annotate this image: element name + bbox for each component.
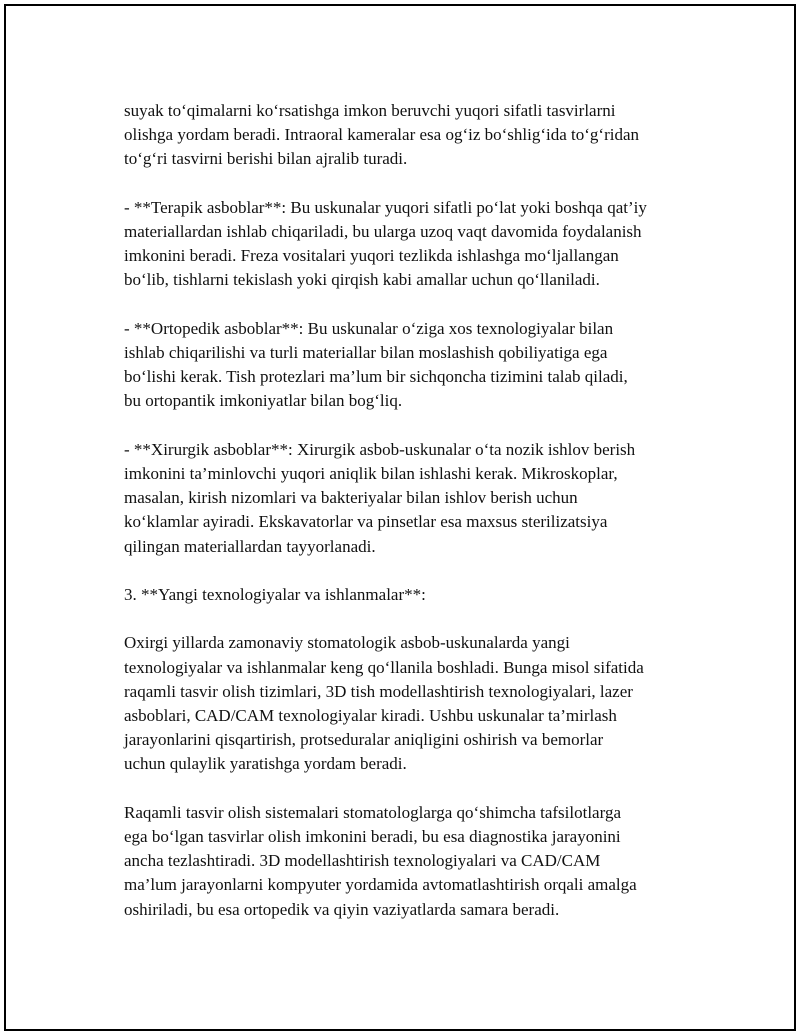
- paragraph-digital-imaging: [124, 801, 724, 922]
- text-line: to‘g‘ri tasvirni berishi bilan ajralib turadi.: [124, 149, 408, 169]
- text-line: - **Terapik asboblar**: Bu uskunalar yuqori sifatli po‘lat yoki boshqa qat’iy: [124, 197, 647, 217]
- text-line: materiallardan ishlab chiqariladi, bu ularga uzoq vaqt davomida foydalanish: [124, 222, 642, 241]
- text-line: oshiriladi, bu esa ortopedik va qiyin vaziyatlarda samara beradi.: [124, 899, 560, 919]
- text-line: ko‘klamlar ayiradi. Ekskavatorlar va pinsetlar esa maxsus sterilizatsiya: [124, 512, 608, 532]
- paragraph-surgical-instruments: [124, 438, 724, 559]
- text-line: ega bo‘lgan tasvirlar olish imkonini beradi, bu esa diagnostika jarayonini: [124, 827, 621, 846]
- text-line: jarayonlarini qisqartirish, protseduralar aniqligini oshirish va bemorlar: [124, 730, 604, 750]
- text-line: ancha tezlashtiradi. 3D modellashtirish texnologiyalari va CAD/CAM: [124, 851, 601, 871]
- text-line: bo‘lib, tishlarni tekislash yoki qirqish kabi amallar uchun qo‘llaniladi.: [124, 270, 600, 290]
- text-line: texnologiyalar va ishlanmalar keng qo‘llanila boshladi. Bunga misol sifatida: [124, 657, 644, 677]
- text-line: - **Ortopedik asboblar**: Bu uskunalar o‘ziga xos texnologiyalar bilan: [124, 318, 614, 338]
- text-line: Oxirgi yillarda zamonaviy stomatologik asbob-uskunalarda yangi: [124, 633, 570, 653]
- text-line: bo‘lishi kerak. Tish protezlari ma’lum bir sichqoncha tizimini talab qiladi,: [124, 367, 628, 387]
- text-line: 3. **Yangi texnologiyalar va ishlanmalar**:: [124, 585, 426, 604]
- text-line: ishlab chiqarilishi va turli materiallar bilan moslashish qobiliyatiga ega: [124, 343, 608, 362]
- text-line: qilingan materiallardan tayyorlanadi.: [124, 536, 376, 556]
- text-line: uchun qulaylik yaratishga yordam beradi.: [124, 754, 407, 774]
- paragraph-recent-technologies: [124, 631, 724, 776]
- text-line: suyak to‘qimalarni ko‘rsatishga imkon beruvchi yuqori sifatli tasvirlarni: [124, 101, 616, 120]
- document-body: [124, 99, 724, 922]
- paragraph-orthopedic-instruments: [124, 317, 724, 414]
- paragraph-imaging-continuation: [124, 99, 724, 172]
- text-line: imkonini beradi. Freza vositalari yuqori tezlikda ishlashga mo‘ljallangan: [124, 246, 619, 266]
- paragraph-therapeutic-instruments: [124, 196, 724, 293]
- section-heading-new-technologies: [124, 583, 724, 607]
- text-line: ma’lum jarayonlarni kompyuter yordamida avtomatlashtirish orqali amalga: [124, 875, 637, 895]
- document-page: [4, 4, 796, 1031]
- text-line: olishga yordam beradi. Intraoral kameralar esa og‘iz bo‘shlig‘ida to‘g‘ridan: [124, 125, 639, 145]
- text-line: Raqamli tasvir olish sistemalari stomatologlarga qo‘shimcha tafsilotlarga: [124, 802, 621, 822]
- text-line: bu ortopantik imkoniyatlar bilan bog‘liq.: [124, 391, 403, 411]
- text-line: masalan, kirish nizomlari va bakteriyalar bilan ishlov berish uchun: [124, 488, 578, 508]
- text-line: raqamli tasvir olish tizimlari, 3D tish modellashtirish texnologiyalari, lazer: [124, 681, 633, 701]
- text-line: - **Xirurgik asboblar**: Xirurgik asbob-uskunalar o‘ta nozik ishlov berish: [124, 439, 636, 459]
- text-line: imkonini ta’minlovchi yuqori aniqlik bilan ishlashi kerak. Mikroskoplar,: [124, 464, 618, 483]
- text-line: asboblari, CAD/CAM texnologiyalar kiradi. Ushbu uskunalar ta’mirlash: [124, 706, 617, 725]
